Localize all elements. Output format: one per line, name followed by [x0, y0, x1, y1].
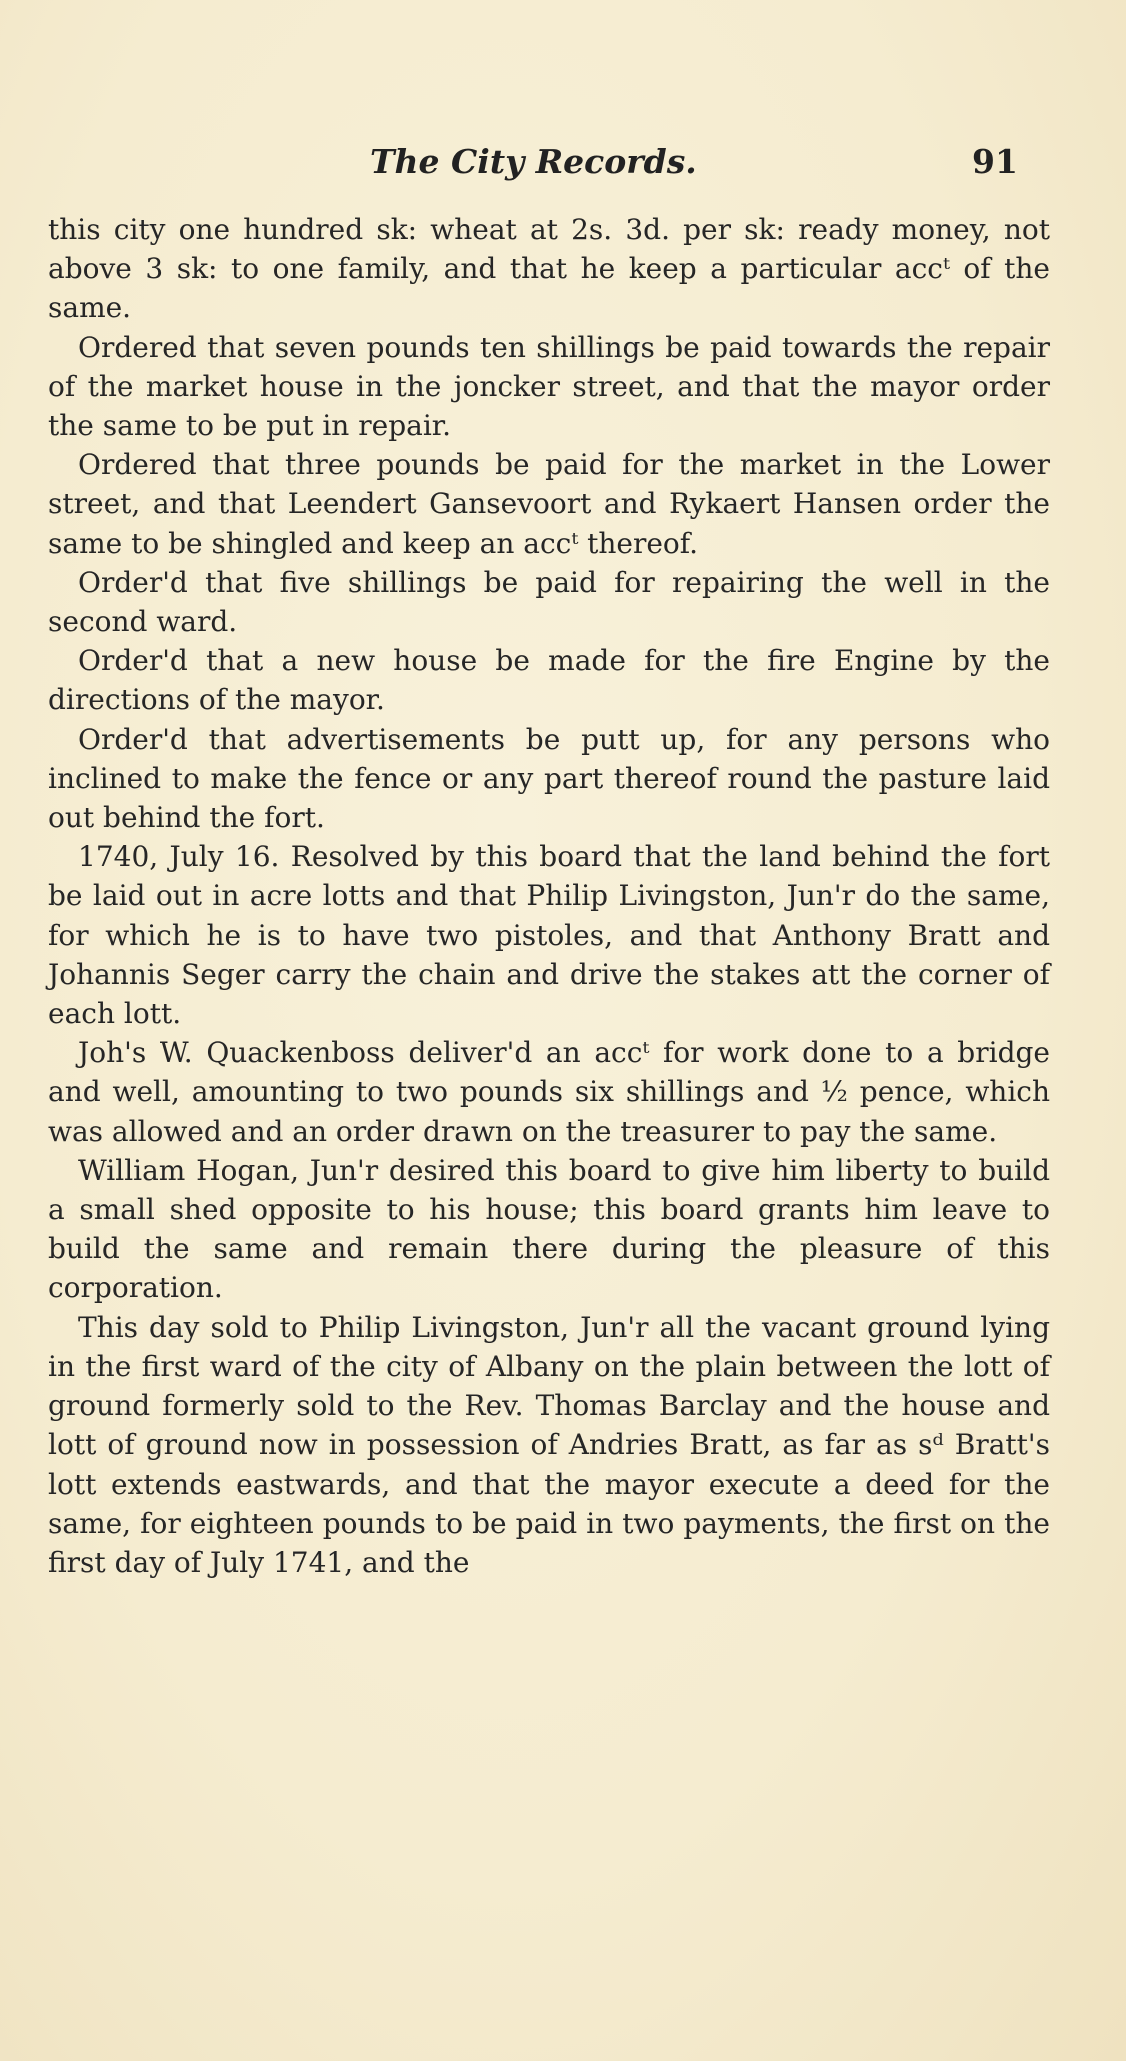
- paragraph: Order'd that a new house be made for the fire Engine by the directions of the mayor.: [48, 644, 1050, 717]
- page-header: [0, 132, 1126, 192]
- paragraph: Joh's W. Quackenboss deliver'd an accᵗ for work done to a bridge and well, amounting to two pounds six shillings and ½ pence, which was allowed and an order drawn on the treasurer to pay the same.: [48, 1036, 1050, 1148]
- paragraph: William Hogan, Jun'r desired this board to give him liberty to build a small shed opposite to his house; this board grants him leave to build the same and remain there during the pleasure of this corporation.: [48, 1153, 1050, 1305]
- paragraph: Order'd that five shillings be paid for repairing the well in the second ward.: [48, 565, 1050, 639]
- running-title: The City Records.: [370, 142, 697, 181]
- paragraph: 1740, July 16. Resolved by this board that the land behind the fort be laid out in acre lotts and that Philip Livingston, Jun'r do the same, for which he is to have two pistoles, and that Anthony Bratt and Johannis Seger carry the chain and drive the stakes att the corner of each lott.: [48, 840, 1050, 1031]
- paragraph: Ordered that three pounds be paid for the market in the Lower street, and that Leendert Gansevoort and Rykaert Hansen order the same to be shingled and keep an accᵗ thereof.: [48, 448, 1050, 560]
- paragraph: this city one hundred sk: wheat at 2s. 3d. per sk: ready money, not above 3 sk: to one family, and that he keep a particular accᵗ of the same.: [48, 213, 1050, 325]
- body-text: [48, 210, 1050, 1582]
- page-number: 91: [972, 142, 1018, 181]
- paragraph: This day sold to Philip Livingston, Jun'r all the vacant ground lying in the first ward of the city of Albany on the plain between the lott of ground formerly sold to the Rev. Thomas Barclay and the house and lott of ground now in possession of Andries Bratt, as far as sᵈ Bratt's lott extends eastwards, and that the mayor execute a deed for the same, for eighteen pounds to be paid in two payments, the first on the first day of July 1741, and the: [48, 1310, 1050, 1579]
- paragraph: Order'd that advertisements be putt up, for any persons who inclined to make the fence or any part thereof round the pasture laid out behind the fort.: [48, 722, 1050, 835]
- paragraph: Ordered that seven pounds ten shillings be paid towards the repair of the market house in the joncker street, and that the mayor order the same to be put in repair.: [48, 330, 1050, 443]
